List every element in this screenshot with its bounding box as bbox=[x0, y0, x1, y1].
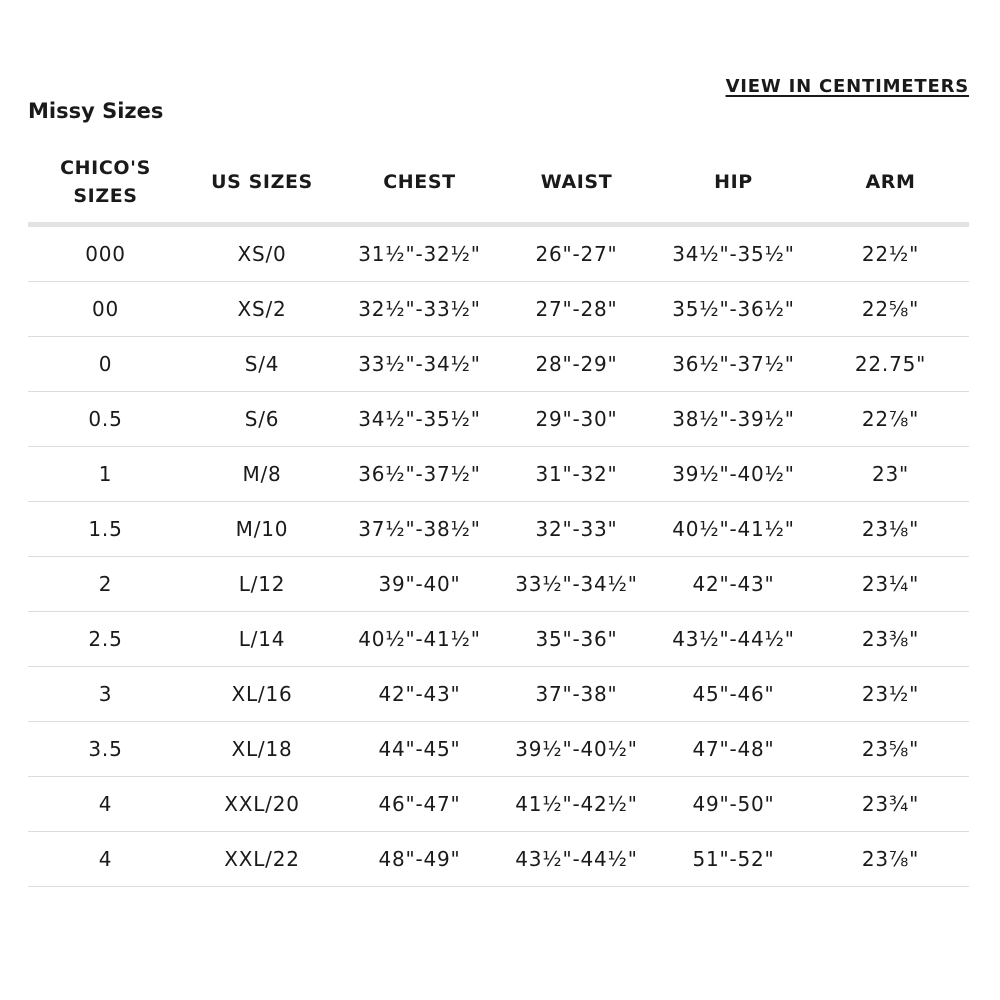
us-size-cell: XXL/22 bbox=[183, 832, 341, 887]
column-header-text: ARM bbox=[865, 171, 916, 193]
hip-cell: 49"-50" bbox=[655, 777, 812, 832]
arm-cell: 23⅛" bbox=[812, 502, 969, 557]
chicos-size-cell: 0.5 bbox=[28, 392, 183, 447]
arm-cell: 22⅞" bbox=[812, 392, 969, 447]
chicos-size-cell: 000 bbox=[28, 225, 183, 282]
hip-cell: 42"-43" bbox=[655, 557, 812, 612]
table-row bbox=[28, 722, 969, 777]
chest-cell: 34½"-35½" bbox=[341, 392, 498, 447]
waist-cell: 32"-33" bbox=[498, 502, 655, 557]
section-title: Missy Sizes bbox=[28, 99, 164, 123]
table-row bbox=[28, 337, 969, 392]
chicos-size-cell: 2.5 bbox=[28, 612, 183, 667]
chest-cell: 40½"-41½" bbox=[341, 612, 498, 667]
column-header-us-sizes bbox=[183, 142, 341, 225]
chest-cell: 36½"-37½" bbox=[341, 447, 498, 502]
chest-cell: 37½"-38½" bbox=[341, 502, 498, 557]
chicos-size-cell: 4 bbox=[28, 777, 183, 832]
us-size-cell: L/14 bbox=[183, 612, 341, 667]
arm-cell: 22.75" bbox=[812, 337, 969, 392]
column-header-text: CHICO'S bbox=[60, 157, 151, 179]
column-header-text: CHEST bbox=[383, 171, 456, 193]
chicos-size-cell: 1 bbox=[28, 447, 183, 502]
arm-cell: 23⅞" bbox=[812, 832, 969, 887]
arm-cell: 22⅝" bbox=[812, 282, 969, 337]
hip-cell: 47"-48" bbox=[655, 722, 812, 777]
waist-cell: 28"-29" bbox=[498, 337, 655, 392]
chicos-size-cell: 2 bbox=[28, 557, 183, 612]
waist-cell: 41½"-42½" bbox=[498, 777, 655, 832]
table-row bbox=[28, 392, 969, 447]
us-size-cell: S/4 bbox=[183, 337, 341, 392]
us-size-cell: M/10 bbox=[183, 502, 341, 557]
waist-cell: 43½"-44½" bbox=[498, 832, 655, 887]
us-size-cell: XXL/20 bbox=[183, 777, 341, 832]
chicos-size-cell: 4 bbox=[28, 832, 183, 887]
us-size-cell: L/12 bbox=[183, 557, 341, 612]
table-row bbox=[28, 502, 969, 557]
table-row bbox=[28, 832, 969, 887]
us-size-cell: M/8 bbox=[183, 447, 341, 502]
chest-cell: 46"-47" bbox=[341, 777, 498, 832]
view-in-centimeters-link[interactable]: VIEW IN CENTIMETERS bbox=[725, 76, 969, 97]
waist-cell: 33½"-34½" bbox=[498, 557, 655, 612]
arm-cell: 23⅜" bbox=[812, 612, 969, 667]
chicos-size-cell: 00 bbox=[28, 282, 183, 337]
waist-cell: 27"-28" bbox=[498, 282, 655, 337]
waist-cell: 37"-38" bbox=[498, 667, 655, 722]
arm-cell: 22½" bbox=[812, 225, 969, 282]
column-header-waist bbox=[498, 142, 655, 225]
column-header-text: US SIZES bbox=[211, 171, 313, 193]
column-header-text: HIP bbox=[714, 171, 753, 193]
chicos-size-cell: 3 bbox=[28, 667, 183, 722]
column-header-chest bbox=[341, 142, 498, 225]
table-row bbox=[28, 777, 969, 832]
table-header bbox=[28, 142, 969, 225]
arm-cell: 23⅝" bbox=[812, 722, 969, 777]
table-row bbox=[28, 282, 969, 337]
column-header-chicos-sizes bbox=[28, 142, 183, 225]
chest-cell: 44"-45" bbox=[341, 722, 498, 777]
size-chart-table bbox=[28, 142, 969, 887]
chest-cell: 39"-40" bbox=[341, 557, 498, 612]
hip-cell: 43½"-44½" bbox=[655, 612, 812, 667]
hip-cell: 45"-46" bbox=[655, 667, 812, 722]
waist-cell: 29"-30" bbox=[498, 392, 655, 447]
us-size-cell: XS/0 bbox=[183, 225, 341, 282]
hip-cell: 35½"-36½" bbox=[655, 282, 812, 337]
chicos-size-cell: 3.5 bbox=[28, 722, 183, 777]
chest-cell: 48"-49" bbox=[341, 832, 498, 887]
chest-cell: 33½"-34½" bbox=[341, 337, 498, 392]
waist-cell: 31"-32" bbox=[498, 447, 655, 502]
chicos-size-cell: 0 bbox=[28, 337, 183, 392]
us-size-cell: S/6 bbox=[183, 392, 341, 447]
arm-cell: 23¼" bbox=[812, 557, 969, 612]
arm-cell: 23¾" bbox=[812, 777, 969, 832]
hip-cell: 38½"-39½" bbox=[655, 392, 812, 447]
us-size-cell: XL/16 bbox=[183, 667, 341, 722]
table-row bbox=[28, 447, 969, 502]
us-size-cell: XL/18 bbox=[183, 722, 341, 777]
table-row bbox=[28, 557, 969, 612]
hip-cell: 36½"-37½" bbox=[655, 337, 812, 392]
chest-cell: 31½"-32½" bbox=[341, 225, 498, 282]
column-header-text: SIZES bbox=[73, 185, 138, 207]
table-row bbox=[28, 225, 969, 282]
column-header-text: WAIST bbox=[540, 171, 613, 193]
hip-cell: 40½"-41½" bbox=[655, 502, 812, 557]
chest-cell: 42"-43" bbox=[341, 667, 498, 722]
table-row bbox=[28, 667, 969, 722]
hip-cell: 39½"-40½" bbox=[655, 447, 812, 502]
arm-cell: 23" bbox=[812, 447, 969, 502]
header-row bbox=[28, 142, 969, 225]
waist-cell: 26"-27" bbox=[498, 225, 655, 282]
waist-cell: 39½"-40½" bbox=[498, 722, 655, 777]
table-row bbox=[28, 612, 969, 667]
hip-cell: 34½"-35½" bbox=[655, 225, 812, 282]
chicos-size-cell: 1.5 bbox=[28, 502, 183, 557]
chest-cell: 32½"-33½" bbox=[341, 282, 498, 337]
arm-cell: 23½" bbox=[812, 667, 969, 722]
column-header-hip bbox=[655, 142, 812, 225]
column-header-arm bbox=[812, 142, 969, 225]
table-body bbox=[28, 225, 969, 887]
us-size-cell: XS/2 bbox=[183, 282, 341, 337]
waist-cell: 35"-36" bbox=[498, 612, 655, 667]
hip-cell: 51"-52" bbox=[655, 832, 812, 887]
